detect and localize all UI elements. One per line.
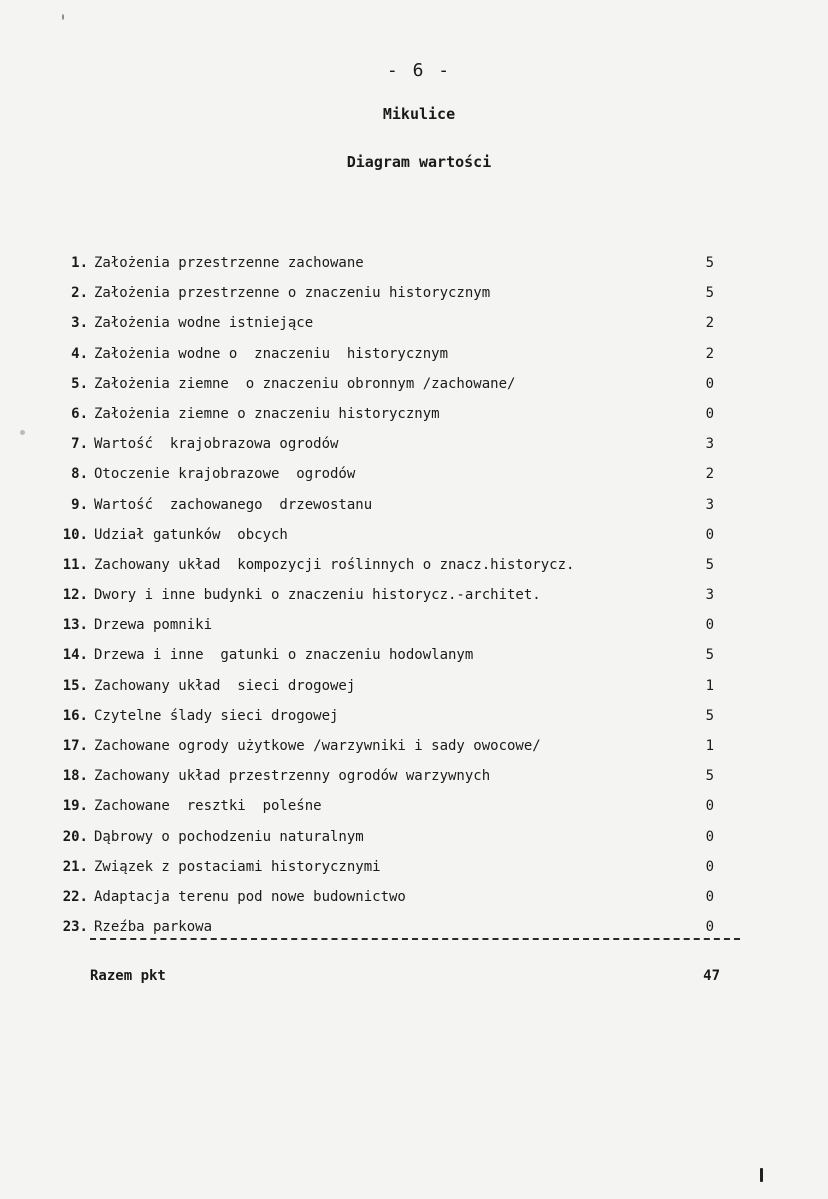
- item-score: 0: [705, 798, 714, 815]
- item-number: 9.: [71, 496, 88, 513]
- list-item: [52, 313, 732, 343]
- item-label: Zachowany układ kompozycji roślinnych o znacz.historycz.: [94, 556, 575, 573]
- item-label: Założenia ziemne o znaczeniu obronnym /zachowane/: [94, 375, 516, 392]
- item-score: 1: [705, 738, 714, 754]
- item-label: Czytelne ślady sieci drogowej: [94, 707, 339, 724]
- list-item: [52, 585, 732, 615]
- item-score: 0: [705, 919, 714, 936]
- item-label: Zachowane ogrody użytkowe /warzywniki i sady owocowe/: [94, 738, 541, 754]
- item-score: 2: [705, 315, 714, 332]
- item-label: Zachowany układ sieci drogowej: [94, 677, 356, 694]
- item-number: 12.: [62, 587, 88, 604]
- item-number: 5.: [71, 375, 88, 392]
- list-item: [52, 525, 732, 555]
- list-item: [52, 344, 732, 374]
- item-score: 3: [705, 436, 714, 453]
- list-item: [52, 796, 732, 826]
- item-number: 19.: [62, 798, 88, 815]
- list-item: [52, 404, 732, 434]
- item-number: 20.: [62, 828, 88, 845]
- item-score: 5: [705, 647, 714, 664]
- list-item: [52, 706, 732, 736]
- item-score: 0: [705, 828, 714, 845]
- list-item: [52, 464, 732, 494]
- item-number: 6.: [71, 405, 88, 422]
- item-label: Rzeźba parkowa: [94, 919, 213, 936]
- item-label: Otoczenie krajobrazowe ogrodów: [94, 466, 356, 483]
- item-label: Dwory i inne budynki o znaczeniu historycz.-architet.: [94, 587, 541, 604]
- list-item: [52, 283, 732, 313]
- list-item: [52, 766, 732, 796]
- item-score: 5: [705, 556, 714, 573]
- list-item: [52, 736, 732, 766]
- item-label: Adaptacja terenu pod nowe budownictwo: [94, 888, 406, 905]
- item-score: 2: [705, 345, 714, 362]
- item-score: 5: [705, 255, 714, 271]
- page-number: - 6 -: [386, 60, 452, 81]
- item-label: Wartość krajobrazowa ogrodów: [94, 436, 339, 453]
- item-number: 22.: [62, 888, 88, 905]
- item-number: 1.: [71, 255, 88, 271]
- item-number: 17.: [62, 738, 88, 754]
- item-score: 0: [705, 526, 714, 543]
- item-score: 3: [705, 587, 714, 604]
- value-list: [52, 253, 732, 947]
- total-value: 47: [703, 968, 720, 984]
- list-item: [52, 827, 732, 857]
- item-number: 8.: [71, 466, 88, 483]
- list-item: [52, 434, 732, 464]
- item-number: 10.: [62, 526, 88, 543]
- item-score: 3: [705, 496, 714, 513]
- item-label: Zachowany układ przestrzenny ogrodów warzywnych: [94, 768, 491, 785]
- dashed-divider: [90, 938, 740, 940]
- item-score: 5: [705, 768, 714, 785]
- item-number: 14.: [62, 647, 88, 664]
- item-label: Założenia wodne o znaczeniu historycznym: [94, 345, 449, 362]
- list-item: [52, 676, 732, 706]
- list-item: [52, 615, 732, 645]
- item-number: 13.: [62, 617, 88, 634]
- item-score: 0: [705, 375, 714, 392]
- item-label: Założenia przestrzenne o znaczeniu historycznym: [94, 285, 491, 302]
- item-score: 0: [705, 617, 714, 634]
- item-score: 5: [705, 707, 714, 724]
- list-item: [52, 917, 732, 947]
- item-label: Zachowane resztki poleśne: [94, 798, 322, 815]
- item-number: 11.: [62, 556, 88, 573]
- item-label: Drzewa pomniki: [94, 617, 213, 634]
- item-number: 16.: [62, 707, 88, 724]
- item-label: Udział gatunków obcych: [94, 526, 288, 543]
- total-label: Razem pkt: [90, 968, 166, 984]
- list-item: [52, 645, 732, 675]
- item-number: 3.: [71, 315, 88, 332]
- item-score: 1: [705, 677, 714, 694]
- item-label: Założenia wodne istniejące: [94, 315, 314, 332]
- item-score: 0: [705, 405, 714, 422]
- list-item: [52, 374, 732, 404]
- scan-speck: [20, 430, 25, 435]
- item-label: Drzewa i inne gatunki o znaczeniu hodowlanym: [94, 647, 474, 664]
- item-label: Dąbrowy o pochodzeniu naturalnym: [94, 828, 364, 845]
- item-number: 23.: [62, 919, 88, 936]
- list-item: [52, 495, 732, 525]
- item-score: 5: [705, 285, 714, 302]
- item-score: 2: [705, 466, 714, 483]
- list-item: [52, 887, 732, 917]
- item-label: Założenia przestrzenne zachowane: [94, 255, 364, 271]
- item-label: Związek z postaciami historycznymi: [94, 858, 381, 875]
- item-label: Wartość zachowanego drzewostanu: [94, 496, 373, 513]
- item-label: Założenia ziemne o znaczeniu historycznym: [94, 405, 440, 422]
- item-number: 7.: [71, 436, 88, 453]
- item-number: 21.: [62, 858, 88, 875]
- item-score: 0: [705, 858, 714, 875]
- scan-speck: [62, 14, 64, 20]
- list-item: [52, 555, 732, 585]
- list-item: [52, 857, 732, 887]
- item-number: 2.: [71, 285, 88, 302]
- list-item: [52, 253, 732, 283]
- item-number: 15.: [62, 677, 88, 694]
- scan-speck: [760, 1168, 763, 1182]
- item-number: 18.: [62, 768, 88, 785]
- item-number: 4.: [71, 345, 88, 362]
- document-subtitle: Diagram wartości: [346, 153, 492, 171]
- document-title: Mikulice: [382, 105, 456, 123]
- item-score: 0: [705, 888, 714, 905]
